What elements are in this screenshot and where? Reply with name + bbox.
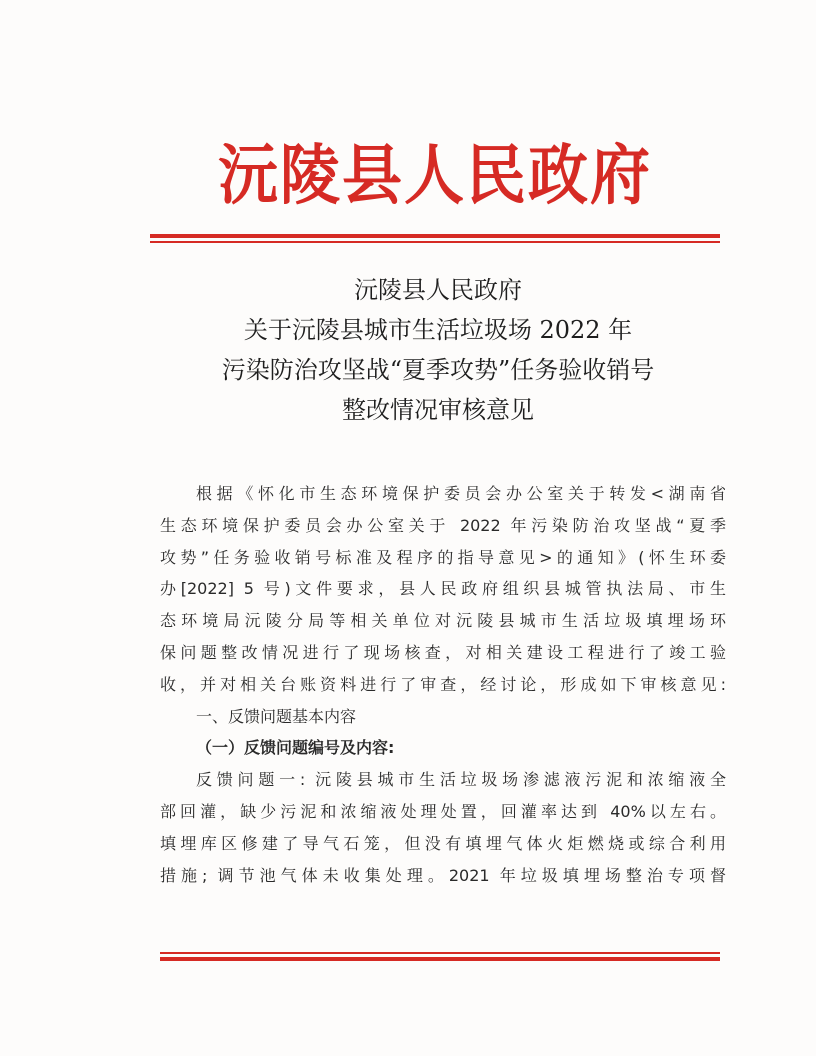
para1-line: 根据《怀化市生态环境保护委员会办公室关于转发<湖南省: [196, 484, 726, 503]
para2-line: 反馈问题一: 沅陵县城市生活垃圾场渗滤液污泥和浓缩液全: [196, 770, 726, 790]
document-body: [160, 478, 726, 891]
para1-line: 办[2022] 5 号)文件要求，县人民政府组织县城管执法局、市生: [160, 579, 726, 599]
para2-line: 部回灌，缺少污泥和浓缩液处理处置，回灌率达到 40%以左右。: [160, 801, 726, 821]
red-rule-bottom-thick: [160, 957, 720, 961]
para1-line: 生态环境保护委员会办公室关于 2022 年污染防治攻坚战“夏季: [160, 515, 726, 535]
red-rule-top-thick: [150, 234, 720, 238]
para1-line: 保问题整改情况进行了现场核查，对相关建设工程进行了竣工验: [160, 642, 726, 662]
red-header-masthead: 沅陵县人民政府: [218, 138, 652, 214]
title-line-2: 关于沅陵县城市生活垃圾场 2022 年: [243, 316, 633, 344]
section-heading-2: （一）反馈问题编号及内容:: [196, 738, 395, 758]
para1-line: 收，并对相关台账资料进行了审查，经讨论，形成如下审核意见:: [160, 674, 726, 694]
title-line-3: 污染防治攻坚战“夏季攻势”任务验收销号: [221, 356, 655, 384]
title-line-4: 整改情况审核意见: [342, 396, 534, 424]
red-rule-bottom-thin: [160, 952, 720, 954]
title-line-1: 沅陵县人民政府: [354, 276, 522, 304]
red-rule-top-thin: [150, 241, 720, 243]
document-title: [150, 270, 726, 430]
para2-line: 措施; 调节池气体未收集处理。2021 年垃圾填埋场整治专项督: [160, 865, 726, 885]
para1-line: 态环境局沅陵分局等相关单位对沅陵县城市生活垃圾填埋场环: [160, 611, 726, 631]
section-heading-1: 一、反馈问题基本内容: [196, 706, 357, 726]
para2-line: 填埋库区修建了导气石笼，但没有填埋气体火炬燃烧或综合利用: [160, 833, 726, 853]
para1-line: 攻势”任务验收销号标准及程序的指导意见>的通知》(怀生环委: [160, 547, 726, 567]
